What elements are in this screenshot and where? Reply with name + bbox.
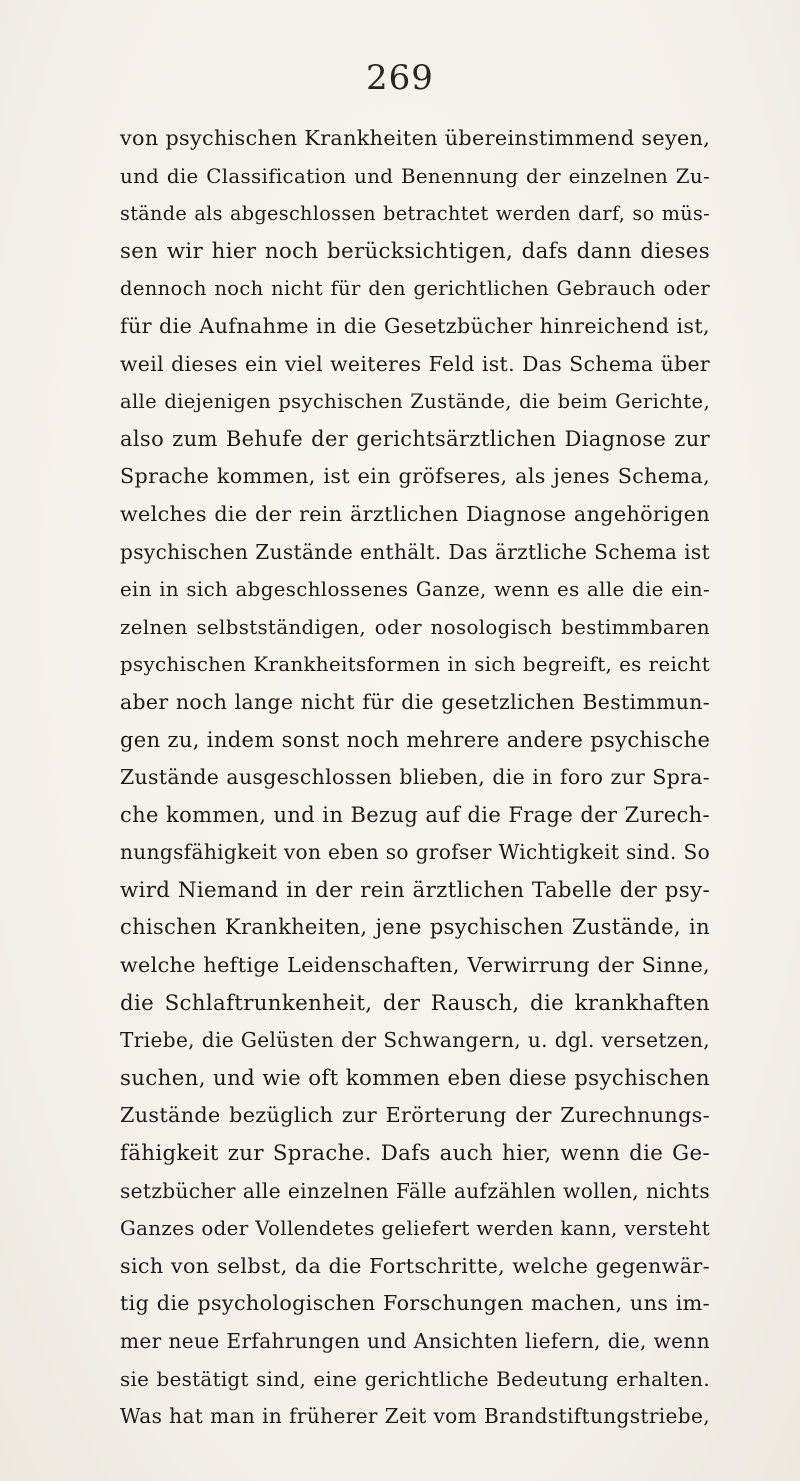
text-line: psychischen Krankheitsformen in sich begreift, es reicht [120,653,710,677]
text-line: aber noch lange nicht für die gesetzlichen Bestimmun- [120,689,710,714]
text-line: sich von selbst, da die Fortschritte, welche gegenwär- [120,1253,710,1278]
text-line: die Schlaftrunkenheit, der Rausch, die krankhaften [120,990,710,1016]
text-line: Was hat man in früherer Zeit vom Brandstiftungstriebe, [120,1404,710,1429]
text-line: von psychischen Krankheiten übereinstimmend seyen, [120,126,711,150]
text-line: psychischen Zustände enthält. Das ärztliche Schema ist [120,539,710,564]
text-line: stände als abgeschlossen betrachtet werden darf, so müs- [120,202,710,226]
text-line: und die Classification und Benennung der einzelnen Zu- [120,164,710,188]
text-line: wird Niemand in der rein ärztlichen Tabelle der psy- [120,877,710,903]
text-line: gen zu, indem sonst noch mehrere andere psychische [120,727,711,752]
text-line: alle diejenigen psychischen Zustände, die beim Gerichte, [120,390,710,414]
text-line: für die Aufnahme in die Gesetzbücher hinreichend ist, [120,313,710,338]
text-line: sen wir hier noch berücksichtigen, dafs dann dieses [120,238,710,264]
text-line: che kommen, und in Bezug auf die Frage der Zurech- [120,802,710,827]
text-line: weil dieses ein viel weiteres Feld ist. Das Schema über [120,351,710,376]
text-line: Zustände ausgeschlossen blieben, die in foro zur Spra- [120,765,710,790]
text-line: chischen Krankheiten, jene psychischen Zustände, in [120,915,710,940]
text-line: welches die der rein ärztlichen Diagnose angehörigen [120,501,710,526]
text-line: Triebe, die Gelüsten der Schwangern, u. dgl. versetzen, [120,1028,710,1053]
text-line: setzbücher alle einzelnen Fälle aufzählen wollen, nichts [120,1178,710,1203]
text-line: Sprache kommen, ist ein gröfseres, als jenes Schema, [120,464,710,489]
text-line: mer neue Erfahrungen und Ansichten liefern, die, wenn [120,1329,710,1353]
body-text [120,120,710,1436]
text-line: nungsfähigkeit von eben so grofser Wichtigkeit sind. So [120,840,711,865]
text-line: suchen, und wie oft kommen eben diese psychischen [120,1065,710,1091]
text-line: also zum Behufe der gerichtsärztlichen Diagnose zur [120,426,710,451]
text-line: Ganzes oder Vollendetes geliefert werden kann, versteht [120,1217,710,1241]
text-line: tig die psychologischen Forschungen machen, uns im- [120,1291,710,1316]
text-line: Zustände bezüglich zur Erörterung der Zurechnungs- [120,1103,710,1128]
text-line: dennoch noch nicht für den gerichtlichen Gebrauch oder [120,277,710,301]
text-line: welche heftige Leidenschaften, Verwirrung der Sinne, [120,953,710,978]
text-line: fähigkeit zur Sprache. Dafs auch hier, wenn die Ge- [120,1141,710,1167]
text-line: ein in sich abgeschlossenes Ganze, wenn es alle die ein- [120,578,710,602]
page-number: 269 [366,58,434,98]
text-line: sie bestätigt sind, eine gerichtliche Bedeutung erhalten. [120,1367,710,1391]
text-line: zelnen selbstständigen, oder nosologisch bestimmbaren [120,615,710,639]
